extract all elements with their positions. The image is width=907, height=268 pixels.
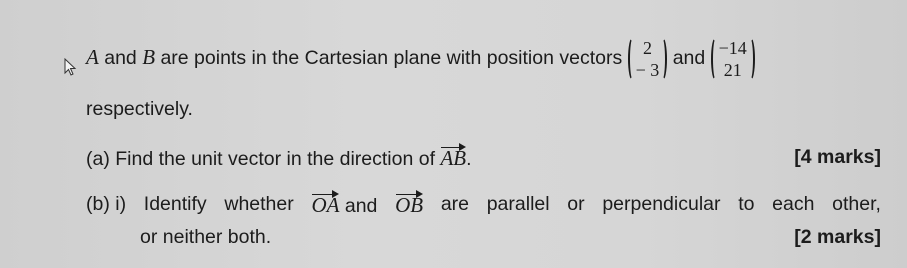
word-are: are (440, 193, 469, 215)
vector-b-top: −14 (718, 38, 747, 58)
point-b-label: B (142, 45, 156, 70)
and-text: and (344, 195, 378, 217)
intro-text: are points in the Cartesian plane with position vectors (155, 47, 628, 70)
vector-ob: OB (395, 193, 424, 217)
part-a-marks: [4 marks] (794, 146, 881, 168)
part-b-marks: [2 marks] (794, 226, 881, 248)
position-vector-b (711, 37, 755, 81)
vector-b-bottom: 21 (723, 60, 742, 80)
respectively-text: respectively. (86, 98, 193, 120)
between-vectors-text: and (667, 47, 711, 70)
intro-and-text: and (98, 47, 143, 70)
part-a (86, 146, 881, 171)
vector-ab: AB (440, 146, 467, 170)
word-whether: whether (224, 193, 294, 215)
word-each: each (772, 193, 815, 215)
part-a-question: (a) Find the unit vector in the direction of (86, 148, 441, 170)
part-b-line-1 (86, 193, 881, 218)
position-vector-a (628, 37, 668, 81)
word-to: to (738, 193, 755, 215)
vector-a-bottom: − 3 (635, 60, 660, 80)
vector-a-top: 2 (642, 38, 652, 58)
word-or: or (567, 193, 585, 215)
mouse-cursor-icon (64, 58, 78, 76)
part-b-label: (b) i) (86, 193, 127, 215)
part-a-period: . (466, 148, 472, 170)
part-b-continuation: or neither both. (140, 226, 272, 248)
word-other: other, (832, 193, 881, 215)
vector-oa: OA (311, 193, 340, 217)
word-perpendicular: perpendicular (602, 193, 721, 215)
point-a-label: A (86, 45, 99, 70)
word-parallel: parallel (486, 193, 550, 215)
word-identify: Identify (143, 193, 207, 215)
intro-line (86, 37, 755, 81)
part-b-line-2 (140, 226, 881, 249)
